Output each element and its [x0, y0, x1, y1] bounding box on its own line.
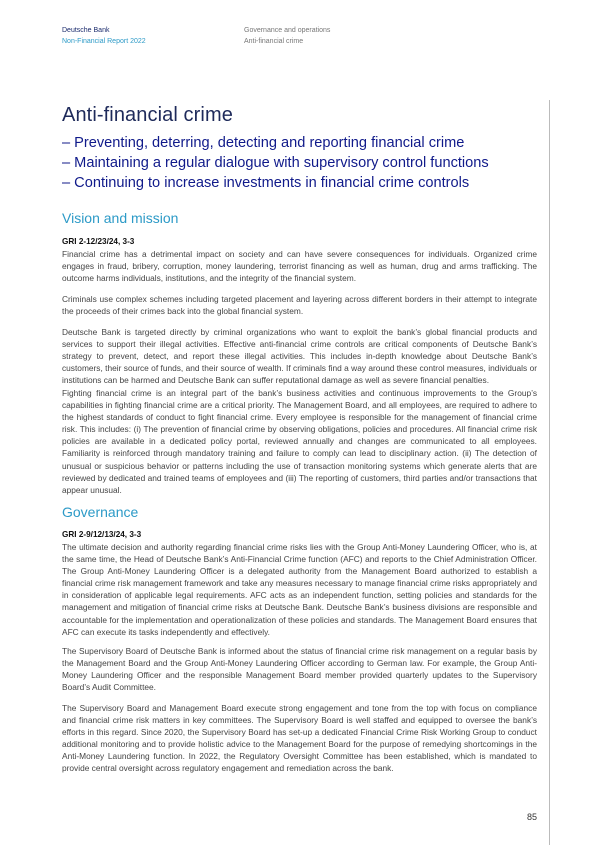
- section-heading-vision: Vision and mission: [62, 210, 179, 226]
- page-edge-line: [549, 100, 550, 845]
- paragraph: Financial crime has a detrimental impact on society and can have severe consequences for individuals. Organized crime engages in fraud, bribery, corruption, money laundering, terrorist financing as well as human, drug and arms trafficking. The outcome harms individuals, institutions, and the integrity of the financial system.: [62, 249, 537, 284]
- paragraph: The Supervisory Board and Management Board execute strong engagement and tone from the top with focus on compliance and financial crime risk matters in key committees. The Supervisory Board is well staffed and equipped to oversee the bank’s efforts in this regard. Since 2020, the Supervisory Board has set-up a dedicated Financial Crime Risk Working Group to conduct additional monitoring and to provide holistic advice to the Management Board for the purpose of remedying shortcomings in the Anti-Money Laundering function. In 2022, the Regulatory Oversight Committee has been established, which is mandated to provide central oversight across regulatory engagement and remediation across the bank.: [62, 703, 537, 774]
- gri-reference: GRI 2-12/23/24, 3-3: [62, 237, 135, 246]
- gri-reference: GRI 2-9/12/13/24, 3-3: [62, 530, 142, 539]
- key-point: – Preventing, deterring, detecting and reporting financial crime: [62, 135, 465, 151]
- page-title: Anti-financial crime: [62, 104, 233, 126]
- key-points-list: [62, 133, 542, 194]
- report-name: Non-Financial Report 2022: [62, 38, 146, 45]
- company-name: Deutsche Bank: [62, 27, 110, 34]
- key-point: – Maintaining a regular dialogue with supervisory control functions: [62, 155, 489, 172]
- paragraph: Deutsche Bank is targeted directly by criminal organizations who want to exploit the bank’s global financial products and services to support their illegal activities. Effective anti-financial crime controls are critical components of Deutsche Bank’s strategy to prevent, detect, and report these illegal activities. This includes in-depth knowledge about Deutsche Bank’s customers, their source of funds, and their source of wealth. If criminals find a way around these control measures, individuals or institutions can be harmed and Deutsche Bank can suffer reputational damage as well as severe financial penalties.: [62, 327, 537, 386]
- paragraph: The Supervisory Board of Deutsche Bank is informed about the status of financial crime risk management on a regular basis by the Management Board and the Group Anti-Money Laundering Officer according to German law. For example, the Group Anti-Money Laundering Officer and the responsible Management Board member provided quarterly updates to the Supervisory Board’s Audit Committee.: [62, 646, 537, 693]
- running-header-left: [62, 25, 146, 47]
- section-name: Governance and operations: [244, 27, 331, 34]
- paragraph: The ultimate decision and authority regarding financial crime risks lies with the Group Anti-Money Laundering Officer, who is, at the same time, the Head of Deutsche Bank’s Anti-Financial Crime function (AFC) and reports to the Chief Administration Officer. The Group Anti-Money Laundering Officer is a delegated authority from the Management Board authorized to establish a financial crime risk management framework and take any measures necessary to manage financial crime risks appropriately and in consideration of applicable legal requirements. AFC acts as an independent function, setting policies and standards for the management and mitigation of financial crime risks at Deutsche Bank. Deutsche Bank’s business divisions are responsible and accountable for the implementation and operationalization of these policies and standards. The Management Board ensures that AFC can execute its tasks independently and effectively.: [62, 542, 537, 637]
- running-header-right: [244, 25, 330, 47]
- paragraph: Fighting financial crime is an integral part of the bank’s business activities and continuous improvements to the Group’s capabilities in fighting financial crime are a critical priority. The Management Board, and all employees, are required to adhere to the highest standards of conduct to fight financial crime. Every employee is responsible for the management of financial crime risk. This includes: (i) The prevention of financial crime by observing obligations, policies and procedures. All financial crime risk policies are available in a dedicated policy portal, reviewed annually and changes are communicated to all employees. Familiarity is reinforced through mandatory training and failure to comply can lead to disciplinary action. (ii) The detection of unusual or suspicious behavior or patterns including the use of transaction monitoring systems which generate alerts that are reviewed by dedicated and trained teams of employees and (iii) The reporting of customers, third parties and/or transactions that appear unusual.: [62, 388, 537, 495]
- page-number: 85: [526, 812, 537, 822]
- section-heading-governance: Governance: [62, 504, 139, 520]
- paragraph: Criminals use complex schemes including targeted placement and layering across different borders in their attempt to integrate the proceeds of their crimes back into the global financial system.: [62, 294, 537, 317]
- key-point: – Continuing to increase investments in financial crime controls: [62, 175, 470, 192]
- subsection-name: Anti-financial crime: [244, 38, 304, 45]
